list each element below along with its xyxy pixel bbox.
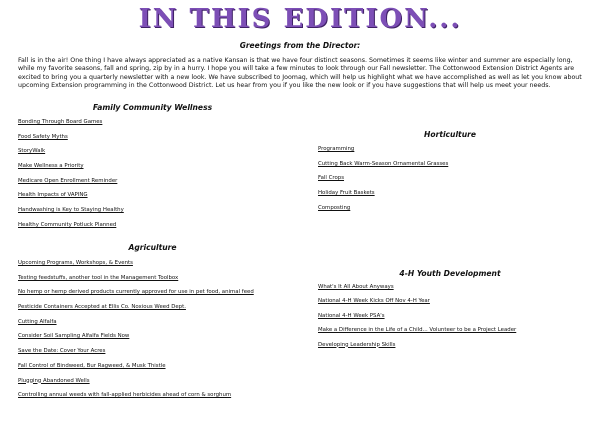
article-link[interactable]: National 4-H Week Kicks Off Nov 4-H Year	[318, 298, 430, 305]
list-item	[318, 327, 516, 341]
list-item	[18, 348, 254, 363]
youth-heading: 4-H Youth Development	[399, 269, 501, 278]
list-item	[318, 313, 516, 327]
list-item	[18, 378, 254, 393]
list-item	[18, 163, 124, 178]
list-item	[18, 260, 254, 275]
article-link[interactable]: Programming	[318, 146, 355, 152]
list-item	[318, 175, 448, 190]
article-link[interactable]: Upcoming Programs, Workshops, & Events	[18, 260, 133, 266]
article-link[interactable]: Handwashing is Key to Staying Healthy	[18, 207, 124, 214]
article-link[interactable]: No hemp or hemp derived products currently approved for use in pet food, animal feed	[18, 289, 254, 296]
list-item	[18, 222, 124, 237]
article-link[interactable]: Composting	[318, 204, 351, 211]
article-link[interactable]: Health Impacts of VAPING	[18, 192, 88, 199]
fcw-link-list	[18, 119, 124, 237]
list-item	[318, 146, 448, 161]
greeting-heading: Greetings from the Director:	[239, 41, 361, 50]
list-item	[18, 119, 124, 134]
list-item	[18, 275, 254, 290]
list-item	[318, 342, 516, 356]
article-link[interactable]: StoryWalk	[18, 148, 46, 155]
article-link[interactable]: Holiday Fruit Baskets	[318, 190, 375, 197]
list-item	[18, 178, 124, 193]
article-link[interactable]: Plugging Abandoned Wells	[18, 377, 90, 384]
list-item	[318, 205, 448, 220]
horticulture-link-list	[318, 146, 448, 219]
list-item	[18, 148, 124, 163]
list-item	[18, 333, 254, 348]
article-link[interactable]: Testing feedstuffs, another tool in the Management Toolbox	[18, 274, 179, 281]
agriculture-heading: Agriculture	[128, 243, 177, 252]
youth-link-list	[318, 284, 516, 356]
horticulture-heading: Horticulture	[424, 130, 476, 139]
article-link[interactable]: Bonding Through Board Games	[18, 119, 103, 125]
fcw-heading: Family Community Wellness	[92, 103, 213, 112]
list-item	[318, 190, 448, 205]
agriculture-link-list	[18, 260, 254, 407]
article-link[interactable]: Medicare Open Enrollment Reminder	[18, 177, 118, 184]
list-item	[18, 363, 254, 378]
article-link[interactable]: Pesticide Containers Accepted at Ellis Co. Noxious Weed Dept.	[18, 304, 186, 311]
article-link[interactable]: Consider Soil Sampling Alfalfa Fields Now	[18, 333, 130, 340]
article-link[interactable]: Fall Crops	[318, 175, 345, 182]
article-link[interactable]: Make a Difference in the Life of a Child... Volunteer to be a Project Leader	[318, 327, 517, 334]
article-link[interactable]: National 4-H Week PSA's	[318, 312, 385, 319]
article-link[interactable]: Controlling annual weeds with fall-applied herbicides ahead of corn & sorghum	[18, 392, 232, 399]
list-item	[318, 298, 516, 312]
edition-title: IN THIS EDITION...	[138, 4, 462, 34]
list-item	[18, 304, 254, 319]
article-link[interactable]: Cutting Back Warm-Season Ornamental Grasses	[318, 160, 449, 167]
article-link[interactable]: Save the Date: Cover Your Acres	[18, 348, 106, 355]
article-link[interactable]: What's It All About Anyways	[318, 284, 394, 290]
list-item	[18, 392, 254, 407]
list-item	[318, 161, 448, 176]
list-item	[18, 207, 124, 222]
article-link[interactable]: Food Safety Myths	[18, 133, 68, 140]
director-intro: Fall is in the air! One thing I have always appreciated as a native Kansan is that we have four distinct seasons. Sometimes it seems like winter and summer are especially long, while my favorite seasons, fall and spring, zip by in a hurry. I hope you will take a few minutes to look through our Fall newsletter. The Cottonwood Extension District Agents are excited to bring you a quarterly newsletter with a new look. We have subscribed to Joomag, which will help us highlight what we have accomplished as well as let you know about upcoming Extension programming in the Cottonwood District. Let us hear from you if you like the new look or if you have suggestions that will help us meet your needs.	[18, 57, 582, 89]
article-link[interactable]: Cutting Alfalfa	[18, 318, 57, 325]
article-link[interactable]: Developing Leadership Skills	[318, 341, 396, 348]
article-link[interactable]: Healthy Community Potluck Planned	[18, 221, 117, 228]
list-item	[318, 284, 516, 298]
article-link[interactable]: Make Wellness a Priority	[18, 163, 84, 170]
list-item	[18, 134, 124, 149]
list-item	[18, 289, 254, 304]
list-item	[18, 192, 124, 207]
list-item	[18, 319, 254, 334]
article-link[interactable]: Fall Control of Bindweed, Bur Ragweed, & Musk Thistle	[18, 362, 166, 369]
